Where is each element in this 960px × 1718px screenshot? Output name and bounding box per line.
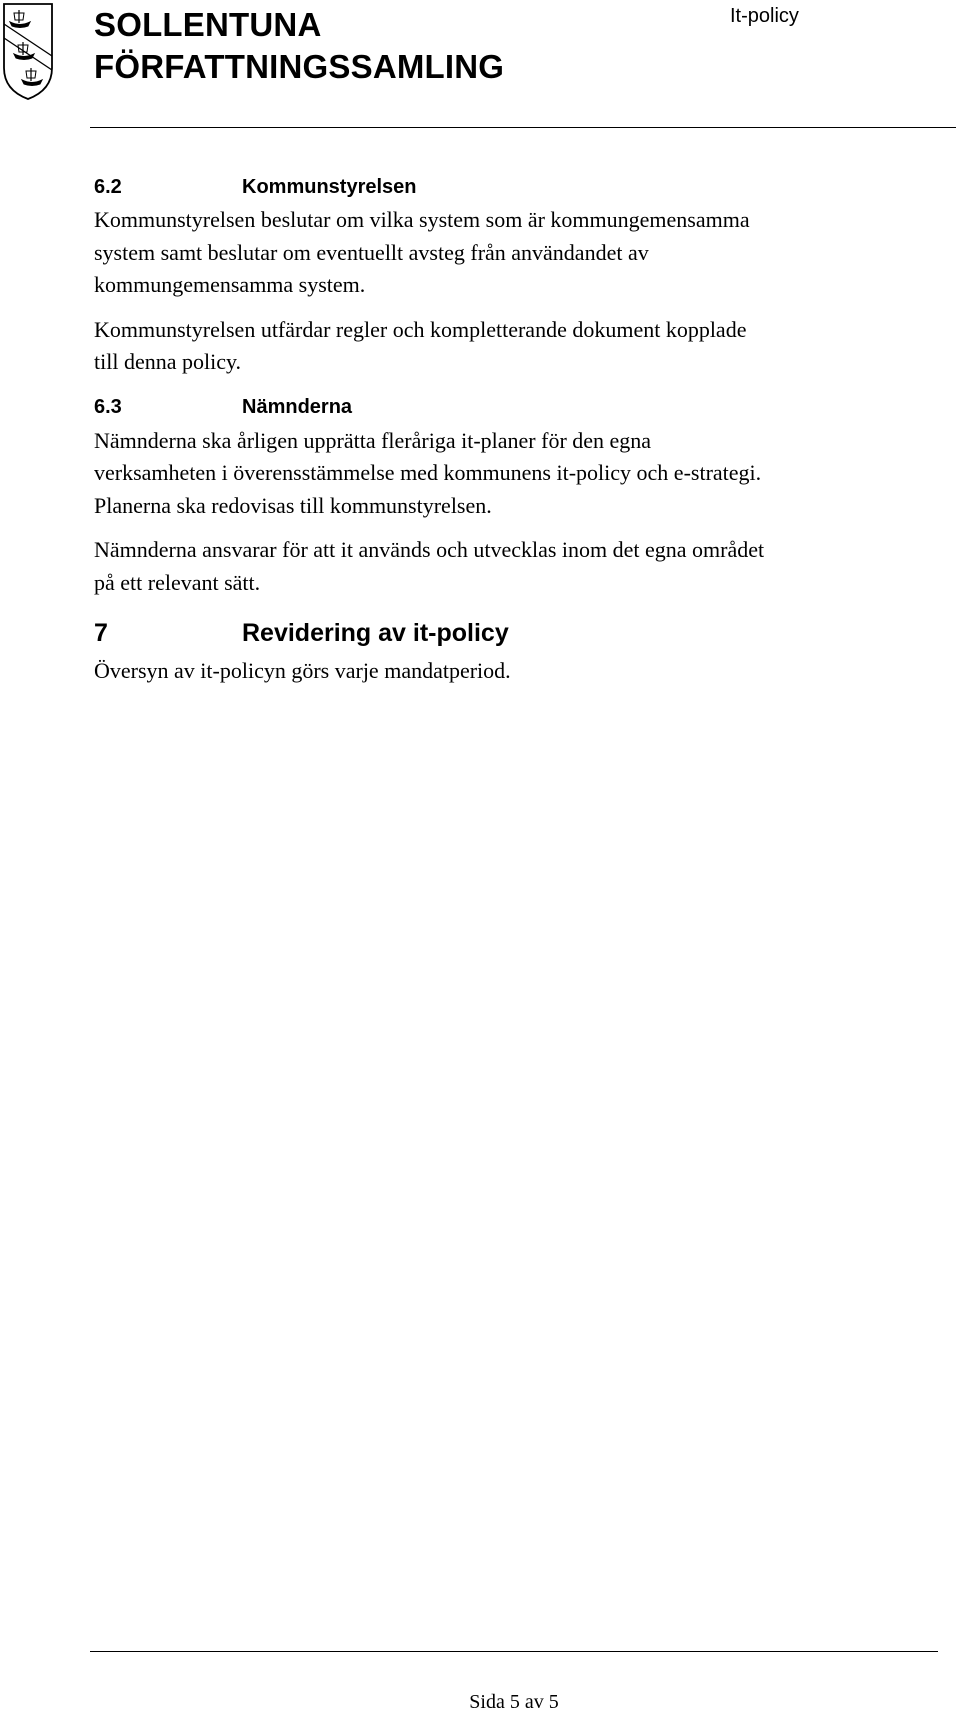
paragraph-line: Kommunstyrelsen utfärdar regler och kompletterande dokument kopplade bbox=[94, 316, 747, 342]
section-7-heading bbox=[94, 611, 924, 655]
document-body bbox=[94, 170, 924, 688]
paragraph-line: på ett relevant sätt. bbox=[94, 569, 261, 595]
paragraph-line: till denna policy. bbox=[94, 349, 242, 374]
paragraph-line: Kommunstyrelsen beslutar om vilka system som är kommungemensamma bbox=[94, 207, 750, 232]
paragraph-line: Nämnderna ansvarar för att it används och utvecklas inom det egna området bbox=[94, 537, 765, 562]
section-number: 7 bbox=[94, 618, 108, 647]
organization-title bbox=[94, 4, 504, 88]
header-divider bbox=[90, 127, 956, 128]
organization-title-line-1: SOLLENTUNA bbox=[94, 6, 322, 43]
paragraph-line: Översyn av it-policyn görs varje mandatperiod. bbox=[94, 658, 511, 683]
paragraph-line: system samt beslutar om eventuellt avsteg från användandet av bbox=[94, 239, 649, 265]
section-6-2-paragraph-1 bbox=[94, 204, 924, 302]
section-6-2-heading bbox=[94, 170, 924, 204]
section-number: 6.2 bbox=[94, 175, 122, 198]
paragraph-line: Nämnderna ska årligen upprätta fleråriga it-planer för den egna bbox=[94, 427, 652, 453]
paragraph-line: kommungemensamma system. bbox=[94, 272, 366, 297]
section-number: 6.3 bbox=[94, 396, 122, 418]
document-title: It-policy bbox=[730, 5, 799, 27]
paragraph-line: Planerna ska redovisas till kommunstyrelsen. bbox=[94, 492, 492, 518]
section-title: Revidering av it-policy bbox=[242, 618, 509, 647]
section-6-3-heading bbox=[94, 391, 924, 425]
organization-title-line-2: FÖRFATTNINGSSAMLING bbox=[94, 48, 505, 85]
section-title: Nämnderna bbox=[242, 396, 353, 418]
municipality-coat-of-arms-logo bbox=[2, 2, 54, 102]
section-title: Kommunstyrelsen bbox=[242, 175, 417, 198]
section-6-3-paragraph-1 bbox=[94, 425, 924, 523]
paragraph-line: verksamheten i överensstämmelse med kommunens it-policy och e-strategi. bbox=[94, 460, 762, 485]
section-6-2-paragraph-2 bbox=[94, 314, 924, 379]
page-number: Sida 5 av 5 bbox=[469, 1691, 559, 1713]
footer-divider bbox=[90, 1651, 938, 1652]
section-7-paragraph-1 bbox=[94, 655, 924, 688]
section-6-3-paragraph-2 bbox=[94, 534, 924, 599]
